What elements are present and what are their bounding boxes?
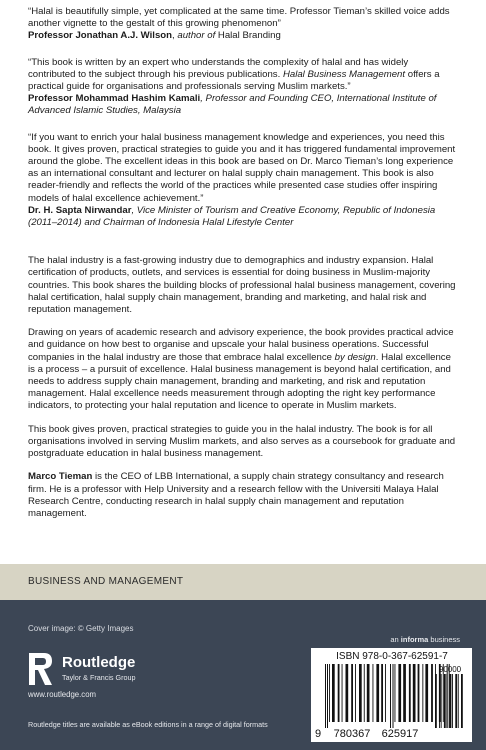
text-column	[28, 6, 458, 531]
barcode-bars	[325, 664, 450, 728]
endorsement-quote	[28, 57, 458, 118]
quote-role-prefix: ,	[172, 30, 178, 42]
barcode-bar	[418, 664, 420, 722]
quote-text: “If you want to enrich your halal business management knowledge and experiences, you need this book. It gives proven, practical strategies to guide you and it has triggered fundamental improvement around the globe. The excellent ideas in this book are based on Dr. Marco Tieman’s long experience as an international consultant and lecturer on halal supply chain management. This book is also reader-friendly and reflects the world of the practices while presented case studies offer inspiring models of halal excellence achievement.”	[28, 131, 456, 204]
description-text-before: Drawing on years of academic research and advisory experience, the book provides practical advice and guidance on how best to organise and upscale your halal business operations. Successful companies in the halal industry are those that embrace halal excellence	[28, 327, 454, 363]
barcode-bar	[446, 674, 447, 728]
barcode-bar	[444, 674, 446, 728]
quote-text-before: “This book is written by an expert who understands the complexity of halal and has widely contributed to the subject through his previous publications.	[28, 56, 409, 80]
endorsement-quote	[28, 132, 458, 230]
barcode-bar	[351, 664, 353, 722]
publisher-panel	[0, 600, 486, 750]
quote-attribution	[28, 205, 458, 229]
quote-role-plain: Halal Branding	[215, 30, 281, 42]
barcode-bar	[450, 674, 452, 728]
quote-author: Dr. H. Sapta Nirwandar	[28, 204, 132, 216]
publisher-tagline: Taylor & Francis Group	[62, 673, 136, 682]
barcode-bar	[435, 674, 437, 728]
informa-business-note	[390, 635, 460, 644]
quote-text-italic: Halal Business Management	[282, 68, 406, 80]
barcode-supplement-digits: 90000	[438, 665, 462, 674]
quote-author: Professor Jonathan A.J. Wilson	[28, 30, 173, 42]
publisher-name: Routledge	[62, 654, 136, 671]
informa-brand: informa	[400, 635, 429, 644]
isbn-barcode-box	[311, 648, 472, 742]
informa-suffix: business	[428, 635, 460, 644]
publisher-website: www.routledge.com	[28, 690, 97, 699]
ebook-note: Routledge titles are available as eBook editions in a range of digital formats	[28, 720, 268, 729]
quote-text: “Halal is beautifully simple, yet complicated at the same time. Professor Tieman’s skilled voice adds another vignette to the gestalt of this growing phenomenon”	[28, 6, 450, 30]
barcode-bar	[455, 674, 457, 728]
barcode-bar	[329, 664, 330, 722]
quote-attribution	[28, 30, 458, 42]
author-bio-name: Marco Tieman	[28, 471, 93, 483]
barcode-bar	[327, 664, 328, 728]
barcode-bar	[359, 664, 362, 722]
author-bio	[28, 471, 458, 520]
quote-role: , Vice Minister of Tourism and Creative Economy, Republic of Indonesia (2011–2014) and Chairman of Indonesia Halal Lifestyle Center	[28, 204, 436, 229]
barcode-bar	[338, 664, 340, 722]
isbn-label: ISBN 978-0-367-62591-7	[336, 651, 448, 662]
barcode-bar	[373, 664, 374, 722]
barcode-bar	[381, 664, 383, 722]
barcode-bar	[395, 664, 396, 722]
barcode-bar	[346, 664, 349, 722]
quote-text-after: offers a practical guide for organisations and professionals serving Muslim markets.”	[28, 68, 440, 93]
barcode-bar	[439, 674, 440, 728]
barcode-bar	[364, 664, 365, 722]
barcode-bar	[461, 674, 463, 728]
description-text-after: . Halal excellence is a process – a pursuit of excellence. Halal business management is beyond halal certification, and needs to address supply chain management, branding and marketing, and risk and reputation management. Halal excellence needs measurement through adopting the right key performance indicators, to protecting your halal reputation and licence to operate in Muslim markets.	[28, 351, 451, 412]
description-text-italic: by design	[334, 351, 376, 363]
quote-role: , Professor and Founding CEO, International Institute of Advanced Islamic Studies, Malaysia	[28, 93, 437, 117]
barcode-bar	[441, 674, 442, 728]
barcode-bar	[458, 674, 459, 728]
publisher-logo	[28, 652, 158, 688]
barcode-digits-right: 625917	[381, 728, 419, 740]
quote-author: Professor Mohammad Hashim Kamali	[28, 93, 201, 105]
quote-text	[28, 57, 458, 94]
barcode-bar	[452, 674, 453, 728]
barcode-bar	[393, 664, 394, 728]
barcode-bar	[422, 664, 423, 722]
barcode-bar	[425, 664, 428, 722]
quote-attribution	[28, 93, 458, 117]
barcode-bar	[367, 664, 370, 722]
description-paragraph: This book gives proven, practical strategies to guide you in the halal industry. The book is for all organisations involved in serving Muslim markets, and also serves as a coursebook for graduate and postgraduate education in halal business management.	[28, 423, 456, 460]
informa-prefix: an	[390, 635, 401, 644]
category-band	[0, 564, 486, 600]
barcode-bar	[332, 664, 335, 722]
barcode-digit-first: 9	[315, 728, 322, 740]
barcode-bar	[409, 664, 411, 722]
routledge-logo-icon	[28, 652, 54, 686]
description-paragraph: The halal industry is a fast-growing industry due to demographics and industry expansion. Halal certification of products, outlets, and services is essential for doing business in Muslim-majority countries. This book shares the building blocks of professional halal business management, covering halal certification, halal supply chain management, branding and marketing, and halal risk and reputation management.	[28, 255, 456, 316]
endorsement-quote	[28, 6, 458, 43]
barcode-bar	[413, 664, 416, 722]
barcode-bar	[403, 664, 406, 722]
barcode-bar	[376, 664, 379, 722]
barcode-bar	[390, 664, 391, 728]
isbn-barcode	[315, 664, 469, 740]
cover-image-credit: Cover image: © Getty Images	[28, 624, 134, 633]
description-paragraph	[28, 327, 458, 412]
quote-role-italic: author of	[177, 30, 216, 42]
author-bio-text: is the CEO of LBB International, a supply chain strategy consultancy and research firm. He is a professor with Help University and a research fellow with the Universiti Malaya Halal Research Centre, conducting research in halal supply chain management and reputation management.	[28, 471, 444, 519]
category-label: BUSINESS AND MANAGEMENT	[28, 576, 184, 587]
barcode-digits-left: 780367	[333, 728, 371, 740]
barcode-bar	[385, 664, 386, 722]
barcode-bar	[325, 664, 326, 728]
barcode-bar	[398, 664, 401, 722]
barcode-bar	[355, 664, 356, 722]
barcode-bar	[431, 664, 433, 722]
barcode-bar	[342, 664, 343, 722]
